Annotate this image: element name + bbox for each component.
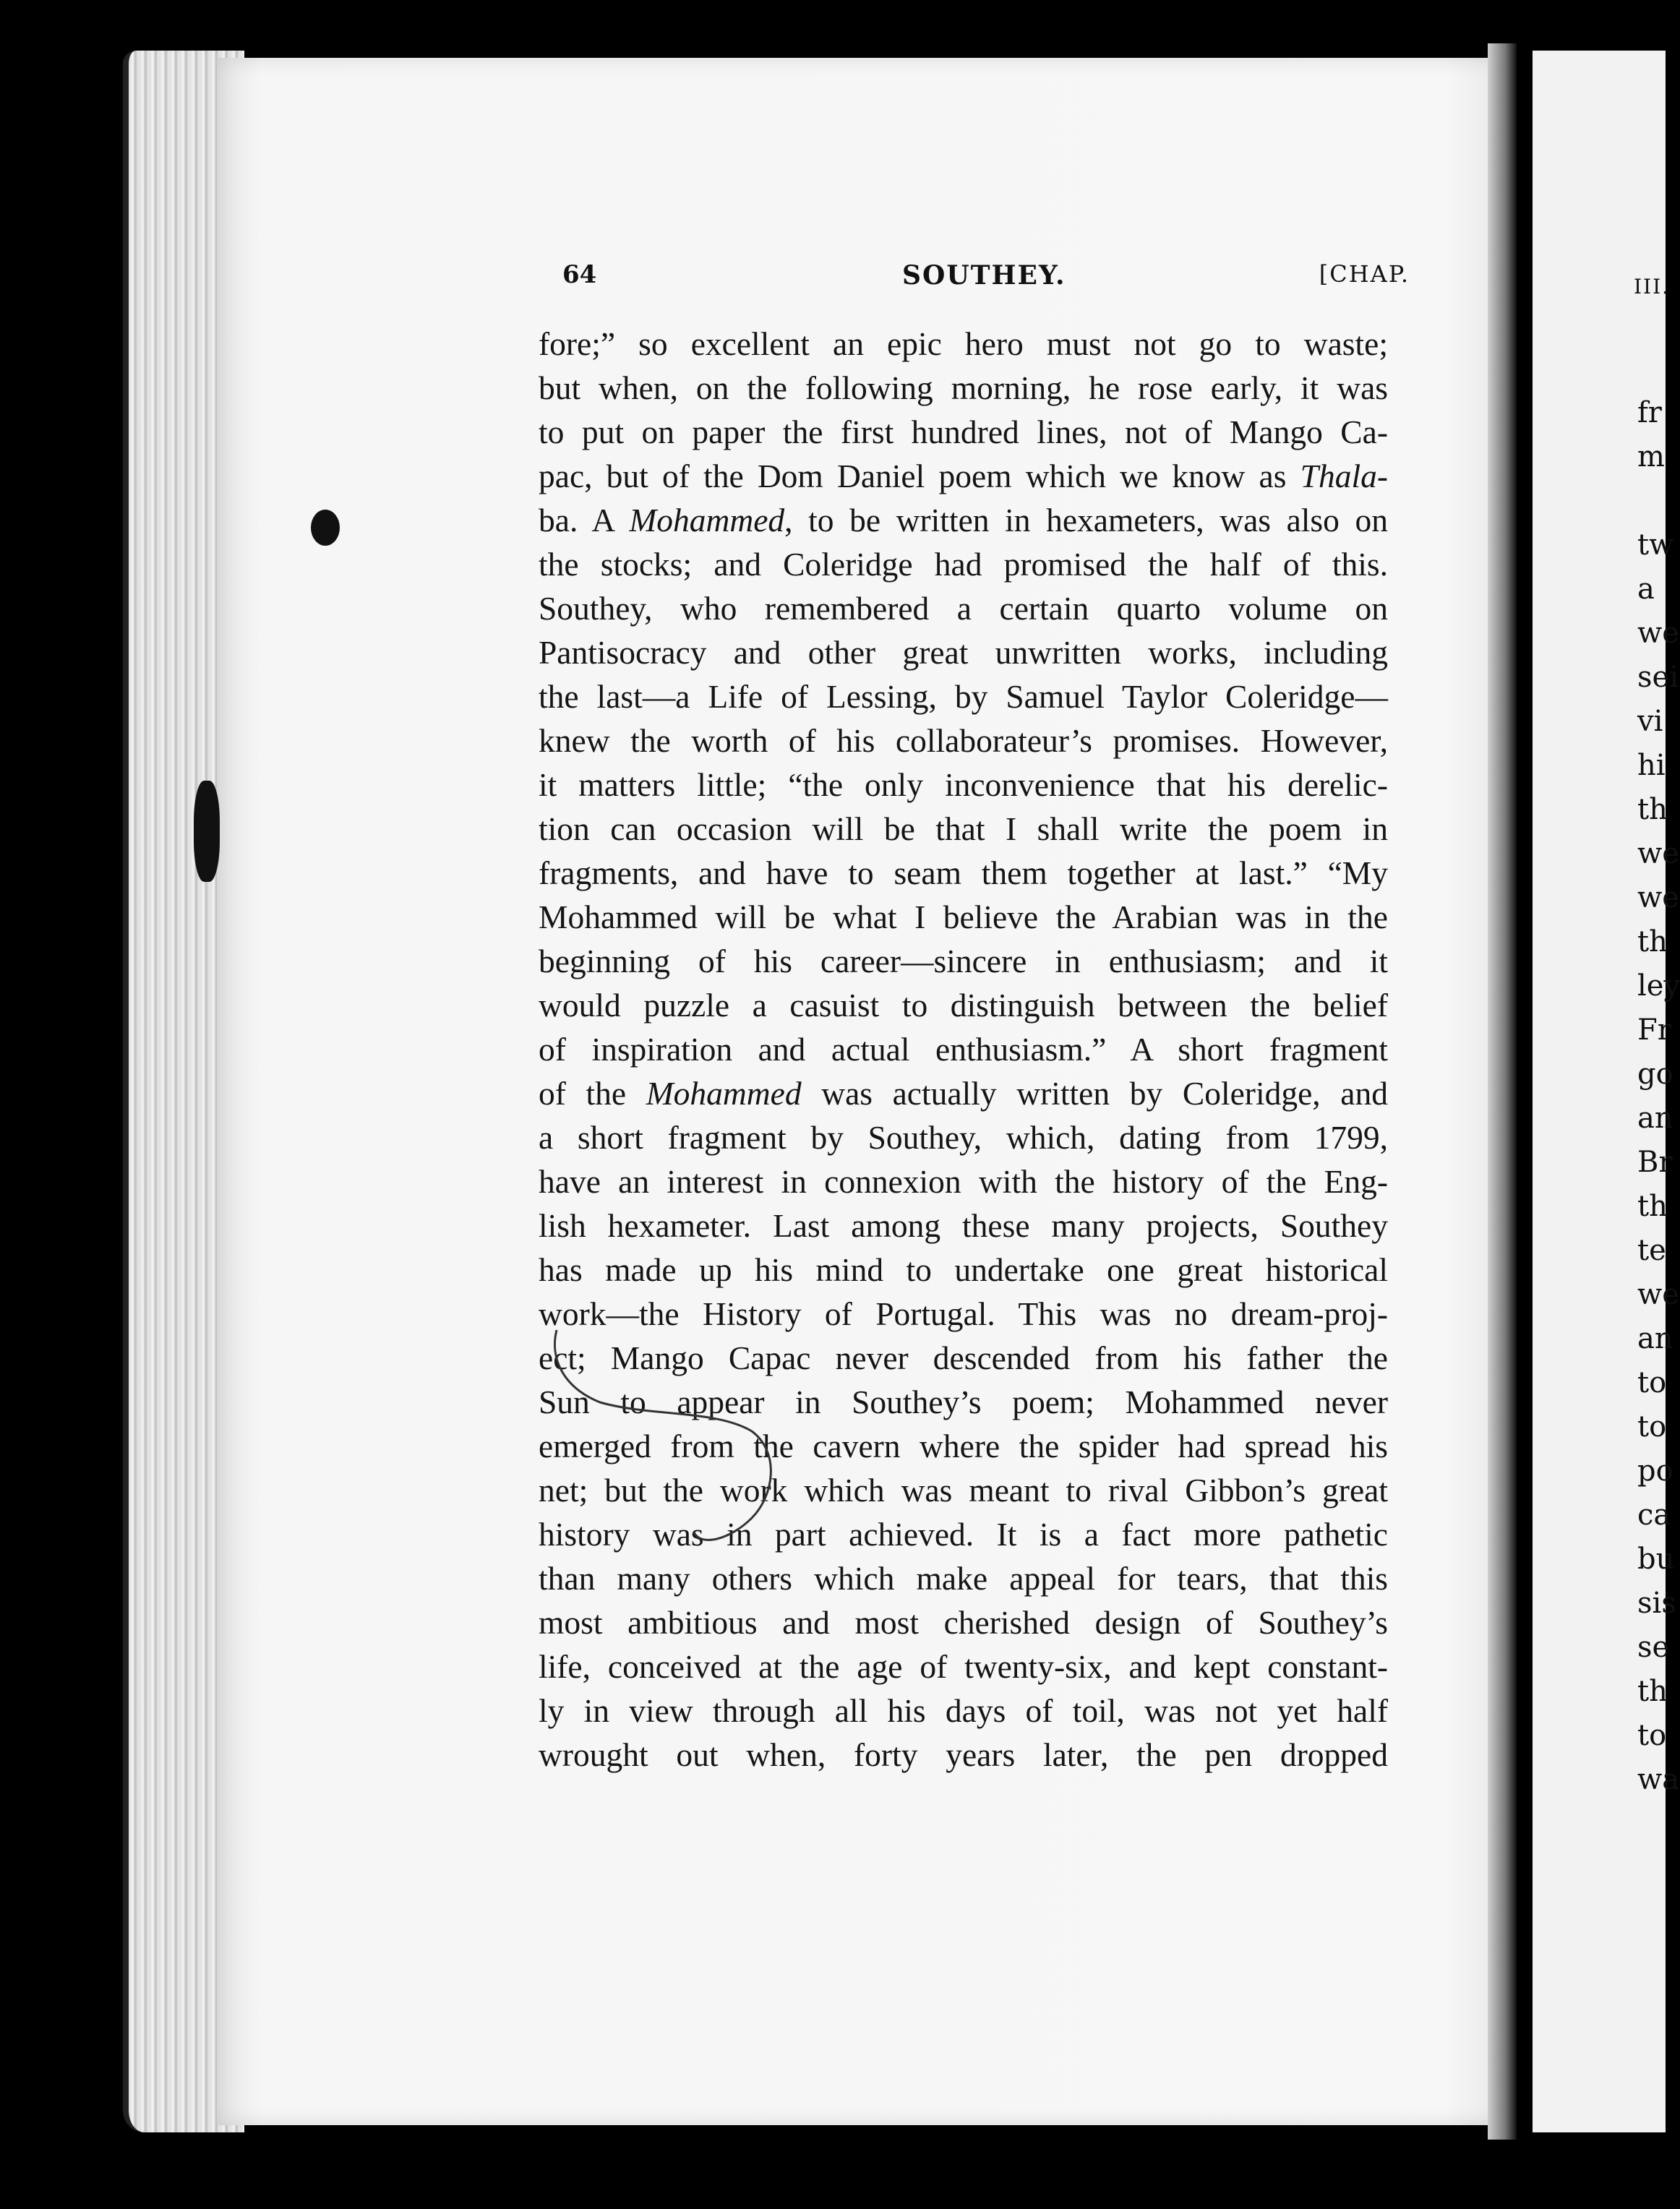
text-line: have an interest in connexion with the history of the Eng- <box>539 1163 1388 1200</box>
facing-text-fragment: m <box>1637 440 1665 473</box>
text-line: Southey, who remembered a certain quarto volume on <box>539 590 1388 627</box>
book-gutter <box>1488 43 1517 2140</box>
text-line: knew the worth of his collaborateur’s promises. However, <box>539 722 1388 759</box>
text-line: than many others which make appeal for tears, that this <box>539 1560 1388 1597</box>
text-line: has made up his mind to undertake one great historical <box>539 1251 1388 1288</box>
text-line: life, conceived at the age of twenty-six, and kept constant- <box>539 1648 1388 1685</box>
facing-text-fragment: to <box>1637 1719 1667 1752</box>
text-line: Sun to appear in Southey’s poem; Mohammed never <box>539 1384 1388 1420</box>
text-line: tion can occasion will be that I shall write the poem in <box>539 810 1388 847</box>
text-line: beginning of his career—sincere in enthusiasm; and it <box>539 943 1388 979</box>
facing-text-fragment: po <box>1637 1454 1673 1488</box>
facing-text-fragment: to <box>1637 1410 1667 1444</box>
facing-text-fragment: go <box>1637 1058 1673 1091</box>
text-line: the stocks; and Coleridge had promised the half of this. <box>539 546 1388 583</box>
facing-text-fragment: te <box>1637 1234 1666 1267</box>
facing-text-fragment: tw <box>1637 528 1674 562</box>
facing-text-fragment: sis <box>1637 1587 1676 1620</box>
facing-text-fragment: an <box>1637 1322 1673 1355</box>
facing-text-fragment: Fr <box>1637 1013 1671 1047</box>
text-line: ect; Mango Capac never descended from his father the <box>539 1339 1388 1376</box>
text-line: would puzzle a casuist to distinguish between the belief <box>539 987 1388 1024</box>
text-line: history was in part achieved. It is a fact more pathetic <box>539 1516 1388 1553</box>
text-line: ly in view through all his days of toil, was not yet half <box>539 1692 1388 1729</box>
text-line: fragments, and have to seam them together at last.” “My <box>539 854 1388 891</box>
text-line: work—the History of Portugal. This was no dream-proj- <box>539 1295 1388 1332</box>
facing-text-fragment: we <box>1637 617 1679 650</box>
facing-text-fragment: ca <box>1637 1498 1671 1532</box>
chapter-mark: [CHAP. <box>1319 260 1410 288</box>
facing-text-fragment: vi <box>1637 705 1663 738</box>
text-line: a short fragment by Southey, which, dating from 1799, <box>539 1119 1388 1156</box>
facing-text-fragment: we <box>1637 1278 1679 1311</box>
page-header <box>562 260 1410 296</box>
text-line: net; but the work which was meant to rival Gibbon’s great <box>539 1472 1388 1509</box>
body-text <box>539 322 1388 1777</box>
text-line: emerged from the cavern where the spider had spread his <box>539 1428 1388 1464</box>
text-line: ba. A Mohammed, to be written in hexameters, was also on <box>539 502 1388 539</box>
facing-page <box>1533 51 1680 2132</box>
facing-text-fragment: bu <box>1637 1543 1675 1576</box>
text-line: the last—a Life of Lessing, by Samuel Taylor Coleridge— <box>539 678 1388 715</box>
facing-text-fragment: fr <box>1637 396 1662 429</box>
text-line: but when, on the following morning, he rose early, it was <box>539 369 1388 406</box>
text-line: fore;” so excellent an epic hero must not go to waste; <box>539 325 1388 362</box>
text-line: it matters little; “the only inconvenience that his derelic- <box>539 766 1388 803</box>
facing-text-fragment: an <box>1637 1102 1673 1135</box>
facing-text-fragment: a <box>1637 572 1655 606</box>
text-line: most ambitious and most cherished design of Southey’s <box>539 1604 1388 1641</box>
ink-blot <box>311 510 340 546</box>
text-line: lish hexameter. Last among these many projects, Southey <box>539 1207 1388 1244</box>
text-line: of the Mohammed was actually written by Coleridge, and <box>539 1075 1388 1112</box>
text-line: wrought out when, forty years later, the pen dropped <box>539 1736 1388 1773</box>
facing-page-header: III. <box>1634 275 1671 299</box>
facing-text-fragment: se <box>1637 1631 1670 1664</box>
facing-text-fragment: ley <box>1637 969 1680 1003</box>
facing-text-fragment: wa <box>1637 1763 1680 1796</box>
facing-text-fragment: th <box>1637 1190 1668 1223</box>
page-number: 64 <box>562 260 597 289</box>
facing-text-fragment: we <box>1637 837 1679 870</box>
text-line: Mohammed will be what I believe the Arabian was in the <box>539 898 1388 935</box>
facing-text-fragment: to <box>1637 1366 1667 1399</box>
text-line: to put on paper the first hundred lines, not of Mango Ca- <box>539 413 1388 450</box>
text-line: Pantisocracy and other great unwritten works, including <box>539 634 1388 671</box>
text-line: of inspiration and actual enthusiasm.” A short fragment <box>539 1031 1388 1068</box>
facing-text-fragment: Br <box>1637 1146 1673 1179</box>
facing-text-fragment: th <box>1637 793 1668 826</box>
facing-text-fragment: we <box>1637 881 1679 914</box>
facing-text-fragment: sei <box>1637 661 1679 694</box>
running-title: SOUTHEY. <box>902 260 1066 291</box>
facing-text-fragment: hi <box>1637 749 1666 782</box>
facing-text-fragment: th <box>1637 925 1668 958</box>
ink-blot <box>194 781 220 882</box>
facing-text-fragment: th <box>1637 1675 1668 1708</box>
text-line: pac, but of the Dom Daniel poem which we know as Thala- <box>539 458 1388 494</box>
